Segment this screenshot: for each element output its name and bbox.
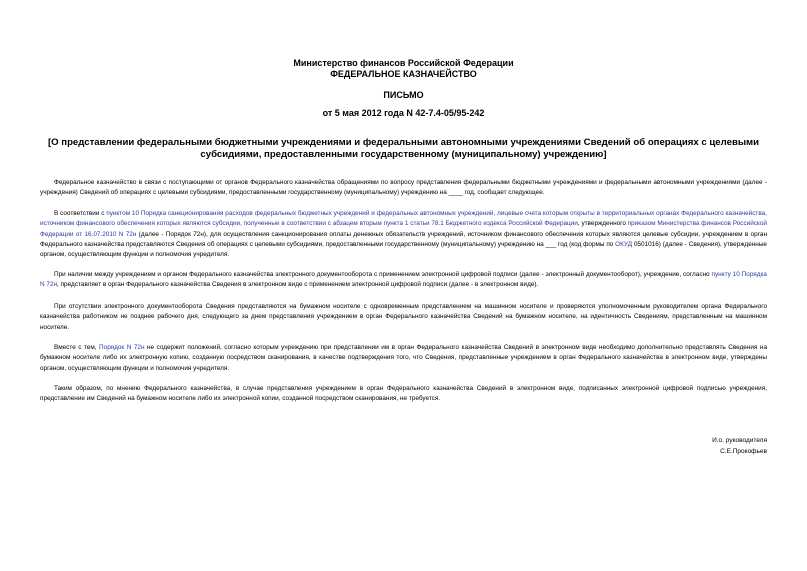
- paragraph-2-text-c: (далее - Порядок 72н), для осуществления санкционирования оплаты денежных обязательств учреждений, источником финансового обеспечения которых являются целевые субсидии, учреждением в орган Федерального казначейства представляются Сведения об операциях с целевыми субсидиями, предоставленными государственному (муниципальному) учреждению на ___ год (код формы по: [40, 230, 767, 248]
- link-okud[interactable]: ОКУД: [615, 240, 633, 248]
- link-ministry-order-72n[interactable]: приказом Министерства финансов Российской Федерации от 16.07.2010 N 72н: [40, 220, 768, 238]
- paragraph-3-text-a: При наличии между учреждением и органом Федерального казначейства электронного документооборота с применением электронной цифровой подписи (далее - электронный документооборот), учреждение, согласно: [54, 271, 712, 278]
- paragraph-4: При отсутствии электронного документооборота Сведения представляются на бумажном носителе с одновременным представлением на машинном носителе и проверяются уполномоченным руководителем органа Федерального казначейства работником не позднее рабочего дня, следующего за днем представления учреждением в орган Федерального казначейства Сведений на бумажном носителе, на идентичность Сведениям, представленным на машинном носителе.: [40, 303, 767, 331]
- link-order-72n[interactable]: Порядок N 72н: [99, 344, 145, 351]
- paragraph-5-text-b: не содержит положений, согласно которым учреждению при представлении им в орган Федерального казначейства Сведений в электронном виде необходимо дополнительно представлять Сведения на бумажном носителе либо их электронную копию, созданную посредством сканирования, в качестве подтверждения того, что Сведения, представленные учреждением в орган Федерального казначейства в электронном виде, утверждены органом, осуществляющим функции и полномочия учредителя.: [40, 344, 767, 372]
- signature-position: И.о. руководителя: [712, 437, 767, 444]
- paragraph-6: Таким образом, по мнению Федерального казначейства, в случае представления учреждением в орган Федерального казначейства Сведений в электронном виде, подписанных электронной цифровой подписью учреждения, представление им Сведений на бумажном носителе либо их электронной копии, созданной посредством сканирования, не требуется.: [40, 385, 767, 403]
- paragraph-2: [40, 209, 767, 260]
- link-order-clause-10[interactable]: пунктом 10 Порядка санкционирования расходов федеральных бюджетных учреждений и федеральных автономных учреждений, лицевые счета которым открыты в территориальных органах Федерального казначейства, источником финансового обеспечения которых являются субсидии, полученные в соответствии с абзацем вторым пункта 1 статьи 78.1 Бюджетного кодекса Российской Федерации: [40, 210, 767, 228]
- document-type: ПИСЬМО: [383, 90, 424, 100]
- ministry-name: Министерство финансов Российской Федерации: [293, 58, 514, 68]
- document-date-number: от 5 мая 2012 года N 42-7.4-05/95-242: [322, 108, 485, 118]
- paragraph-2-text-a: В соответствии с: [54, 210, 107, 217]
- paragraph-3: [40, 270, 767, 291]
- paragraph-3-text-b: , представляет в орган Федерального казначейства Сведения в электронном виде с применением электронной цифровой подписи (далее - в электронном виде).: [57, 281, 539, 289]
- document-title: [О представлении федеральными бюджетными учреждениями и федеральными автономными учреждениями Сведений об операциях с целевыми субсидиями, предоставленными государственному (муниципальному) учреждению]: [47, 137, 760, 160]
- paragraph-5-text-a: Вместе с тем,: [54, 344, 100, 351]
- paragraph-2-text-d: 0501016) (далее - Сведения), утвержденные органом, осуществляющим функции и полномочия учредителя.: [40, 240, 767, 259]
- paragraph-5: [40, 343, 767, 374]
- paragraph-1: Федеральное казначейство в связи с поступающими от органов Федерального казначейства обращениями по вопросу представления федеральными бюджетными учреждениями и федеральными автономными учреждениями (далее - учреждения) Сведений об операциях с целевыми субсидиями, предоставленными государственному (муниципальному) учреждению на ____ год, сообщает следующее.: [40, 179, 767, 197]
- link-clause-10-order-72n[interactable]: пункту 10 Порядка N 72н: [40, 271, 767, 289]
- signature-name: С.Е.Прокофьев: [720, 448, 767, 455]
- agency-name: ФЕДЕРАЛЬНОЕ КАЗНАЧЕЙСТВО: [330, 69, 477, 79]
- paragraph-2-text-b: , утвержденного: [577, 220, 628, 228]
